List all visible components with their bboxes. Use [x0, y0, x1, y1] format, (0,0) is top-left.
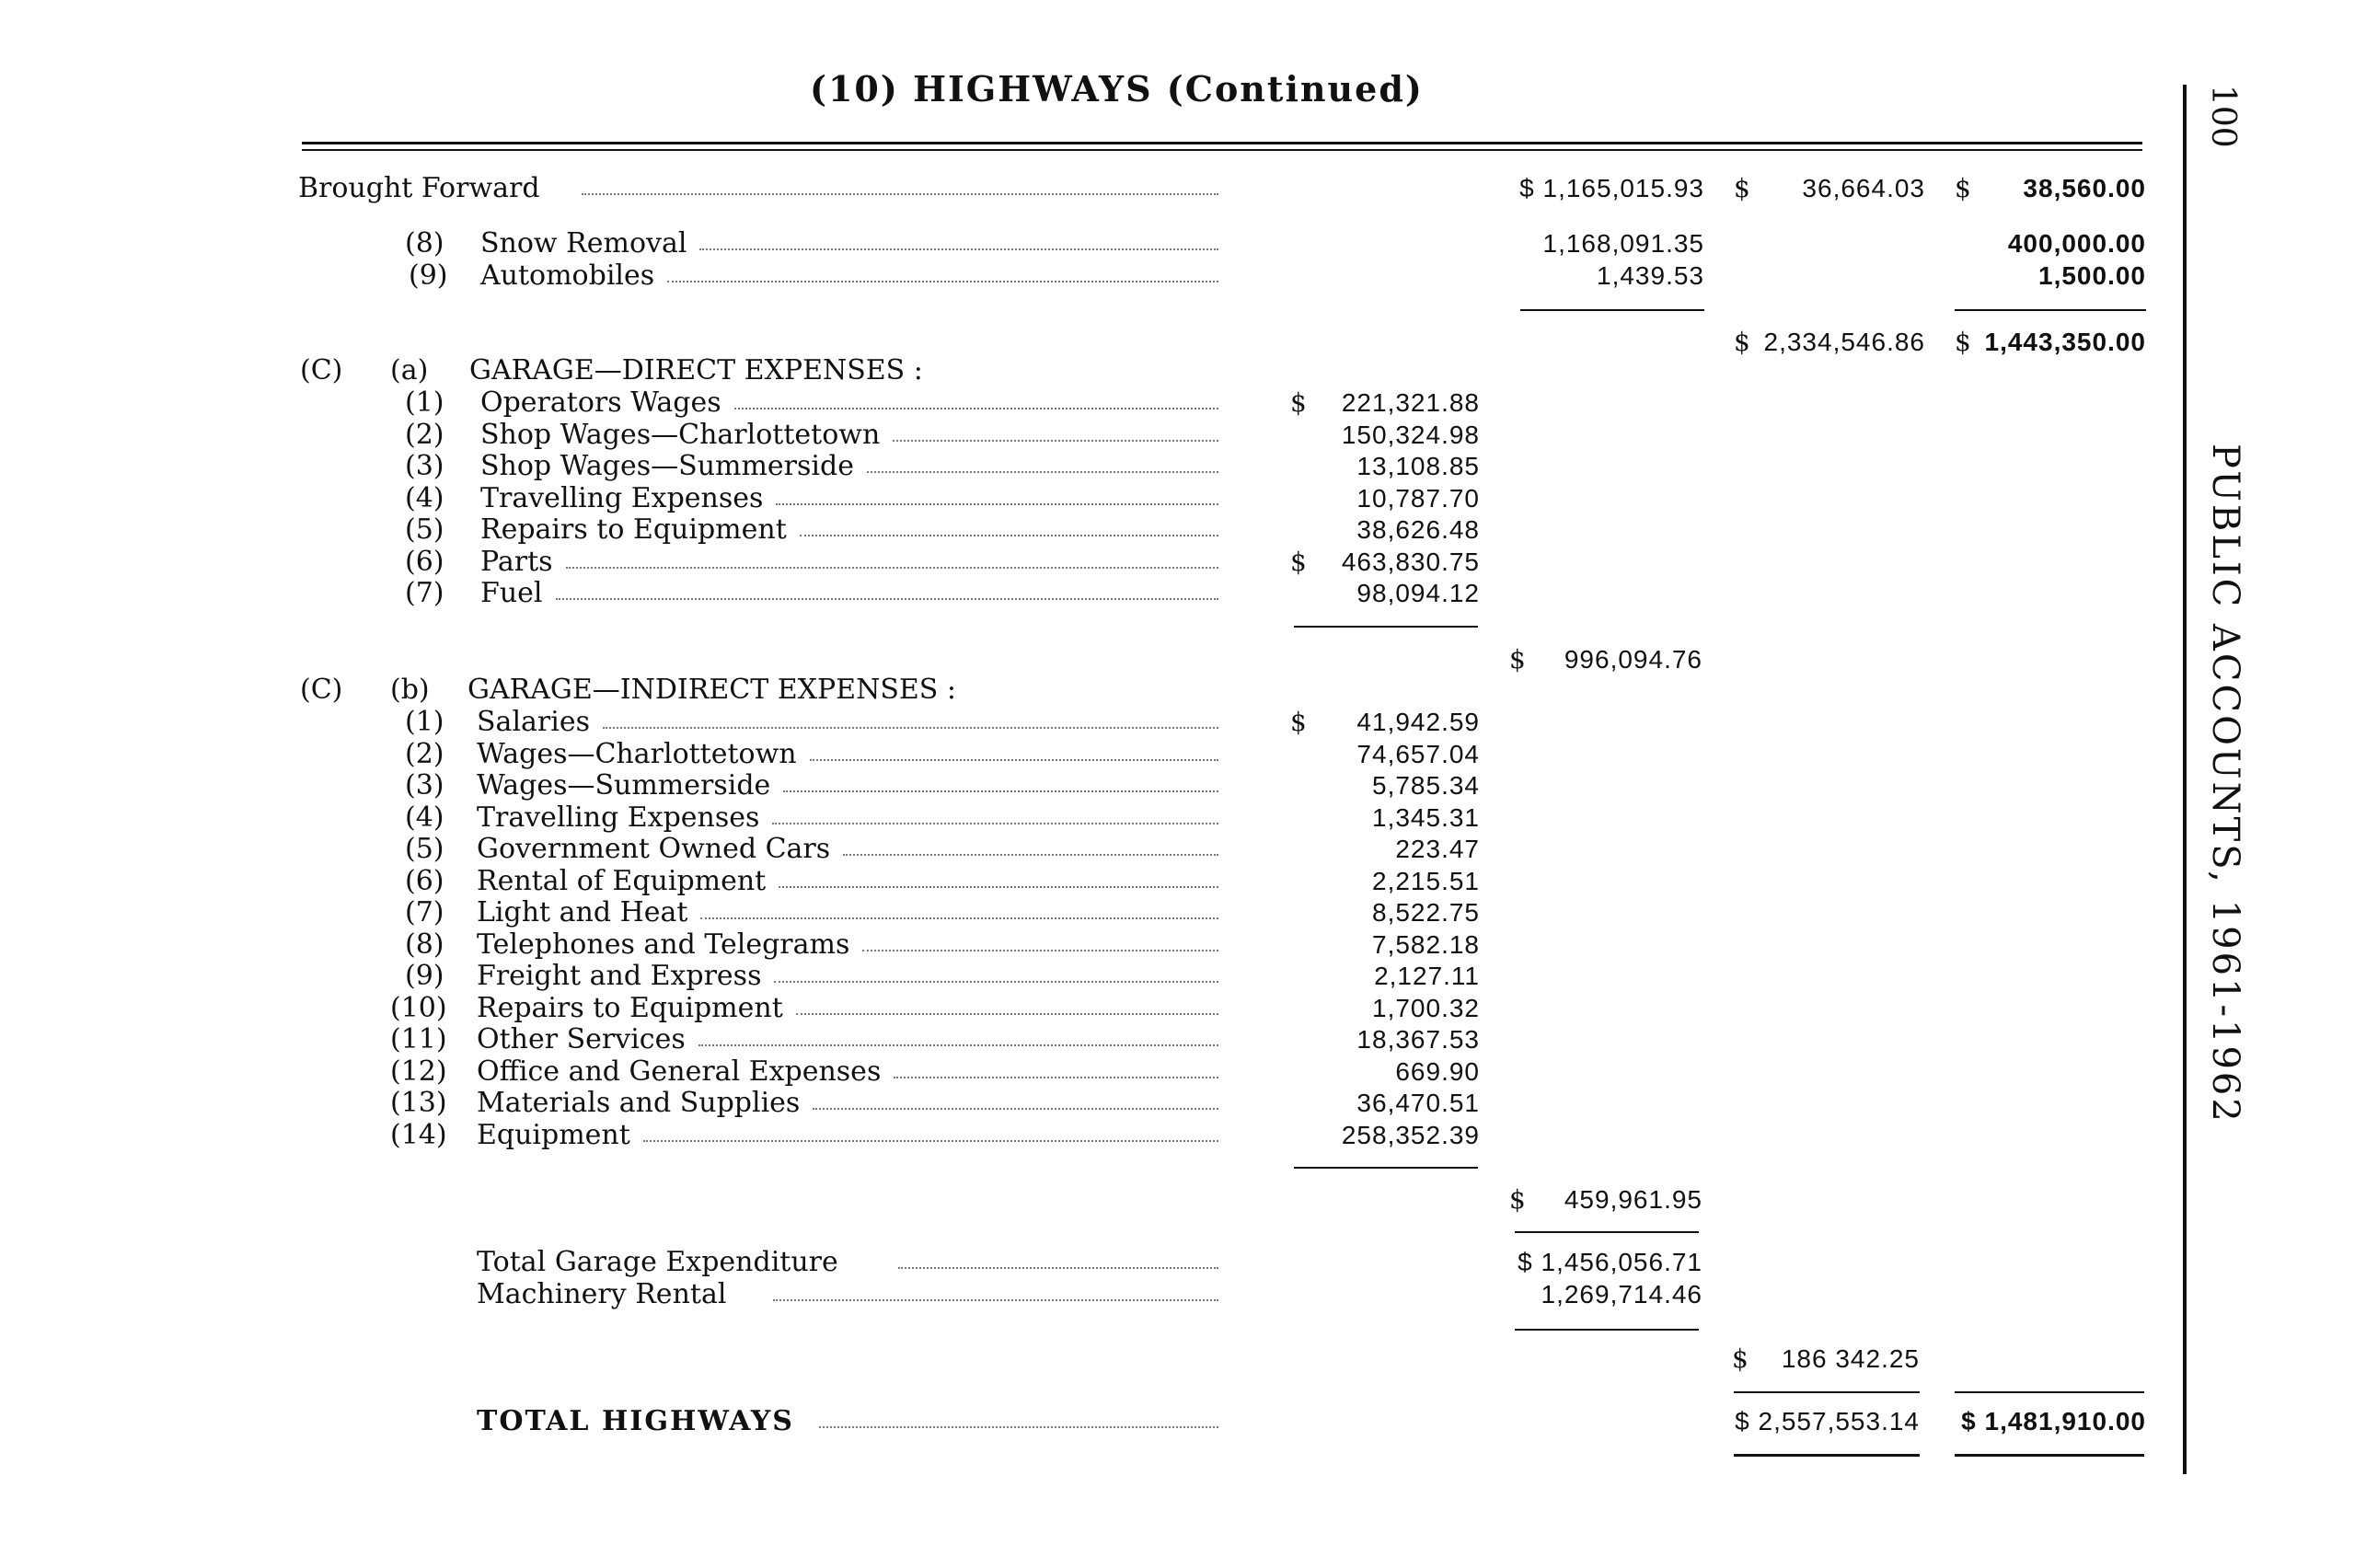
brought-forward-amount1: $ 1,165,015.93: [1519, 174, 1704, 202]
item-number: (12): [390, 1055, 447, 1088]
list-item: [0, 834, 2366, 865]
item-number: (4): [405, 481, 444, 514]
item-number: (7): [405, 896, 444, 928]
item-label: Automobiles: [480, 259, 655, 292]
item-label: Wages—Summerside: [477, 769, 771, 801]
leader-dots: [783, 790, 1218, 792]
dollar-sign: $: [1734, 173, 1750, 203]
item-amount: 669.90: [1395, 1056, 1480, 1086]
section-total-indirect: [0, 1184, 2366, 1216]
leader-dots: [773, 1299, 1218, 1301]
item-number: (4): [405, 801, 444, 834]
leader-dots: [556, 598, 1218, 600]
item-label: Shop Wages—Summerside: [480, 450, 854, 482]
direct-expenses-total: 996,094.76: [1564, 645, 1702, 674]
leader-dots: [898, 1267, 1218, 1269]
item-number: (8): [405, 928, 444, 961]
garage-net-amount: 186 342.25: [1781, 1344, 1920, 1373]
item-label: Repairs to Equipment: [477, 991, 783, 1024]
item-label: Parts: [480, 545, 553, 578]
item-number: (2): [405, 737, 444, 770]
item-amount: 10,787.70: [1356, 483, 1480, 513]
brought-forward-row: [0, 173, 2366, 204]
leader-dots: [700, 917, 1218, 919]
item-label: Operators Wages: [480, 386, 721, 419]
list-item: [0, 514, 2366, 546]
garage-net-row: [0, 1343, 2366, 1375]
item-amount: 7,582.18: [1372, 929, 1480, 959]
item-number: (13): [390, 1087, 447, 1119]
leader-dots: [643, 1140, 1218, 1142]
header-rule-inner: [302, 149, 2142, 151]
item-number: (9): [405, 960, 444, 992]
item-number: (1): [405, 386, 444, 419]
item-amount: 74,657.04: [1356, 739, 1480, 768]
section-letter: (b): [390, 674, 430, 706]
dollar-sign: $: [1290, 546, 1307, 577]
item-label: Repairs to Equipment: [480, 513, 787, 546]
list-item: [0, 420, 2366, 451]
running-title: PUBLIC ACCOUNTS, 1961-1962: [2204, 444, 2246, 1124]
item-amount3: 400,000.00: [2007, 229, 2146, 258]
item-amount: 8,522.75: [1372, 898, 1480, 927]
item-amount: 18,367.53: [1356, 1025, 1480, 1054]
leader-dots: [582, 193, 1218, 195]
item-number: (3): [405, 769, 444, 801]
list-item: [0, 866, 2366, 897]
sum-rule: [1515, 1329, 1699, 1331]
garage-total-label: Total Garage Expenditure: [477, 1246, 838, 1278]
item-number: (2): [405, 418, 444, 451]
leader-dots: [667, 281, 1218, 282]
leader-dots: [813, 1108, 1218, 1110]
section-total-direct: [0, 644, 2366, 675]
section-heading-indirect: [0, 674, 2366, 706]
section-prefix: (C): [300, 674, 343, 706]
leader-dots: [796, 1013, 1218, 1015]
item-label: Salaries: [477, 706, 591, 738]
header-rule: [302, 142, 2142, 144]
brought-forward-label: Brought Forward: [298, 172, 540, 204]
item-number: (5): [405, 513, 444, 546]
section-heading: GARAGE—DIRECT EXPENSES :: [469, 354, 923, 386]
leader-dots: [776, 503, 1218, 505]
machinery-rental-label: Machinery Rental: [477, 1278, 727, 1310]
leader-dots: [862, 950, 1218, 951]
item-amount3: 1,500.00: [2038, 261, 2146, 290]
sum-rule: [1520, 309, 1704, 311]
item-amount: 221,321.88: [1341, 388, 1480, 417]
list-item: [0, 770, 2366, 801]
item-number: (5): [405, 833, 444, 865]
dollar-sign: $: [1955, 327, 1971, 357]
list-item: [0, 260, 2366, 292]
leader-dots: [819, 1426, 1218, 1428]
item-number: (9): [409, 259, 448, 292]
dollar-sign: $: [1732, 1343, 1749, 1374]
item-label: Light and Heat: [477, 896, 688, 928]
item-label: Wages—Charlottetown: [477, 737, 797, 770]
final-rule: [1734, 1454, 1920, 1457]
section-prefix: (C): [300, 354, 343, 386]
sum-rule: [1955, 309, 2146, 311]
item-amount: 41,942.59: [1356, 708, 1480, 736]
list-item: [0, 961, 2366, 992]
leader-dots: [774, 981, 1218, 983]
item-amount: 2,127.11: [1374, 962, 1480, 990]
leader-dots: [698, 1044, 1218, 1046]
leader-dots: [603, 727, 1218, 729]
subtotal-amount3: 1,443,350.00: [1984, 328, 2146, 356]
leader-dots: [800, 535, 1218, 536]
leader-dots: [779, 886, 1218, 888]
section-letter: (a): [390, 354, 429, 386]
item-label: Freight and Express: [477, 960, 762, 992]
sum-rule: [1294, 1167, 1478, 1169]
garage-total-amount: $ 1,456,056.71: [1518, 1248, 1702, 1276]
list-item: [0, 228, 2366, 259]
indirect-expenses-total: 459,961.95: [1564, 1185, 1702, 1214]
item-amount: 258,352.39: [1341, 1120, 1480, 1149]
item-label: Materials and Supplies: [477, 1087, 801, 1119]
brought-forward-amount3: 38,560.00: [2023, 174, 2146, 202]
item-number: (14): [390, 1118, 447, 1151]
list-item: [0, 451, 2366, 482]
item-label: Shop Wages—Charlottetown: [480, 418, 881, 451]
item-amount1: 1,439.53: [1597, 261, 1704, 290]
item-label: Fuel: [480, 577, 543, 609]
list-item: [0, 547, 2366, 578]
item-label: Rental of Equipment: [477, 864, 767, 897]
list-item: [0, 387, 2366, 419]
section-heading-direct: [0, 355, 2366, 386]
item-number: (10): [390, 991, 447, 1024]
page-number: 100: [2204, 85, 2242, 148]
list-item: [0, 578, 2366, 609]
item-label: Other Services: [477, 1023, 686, 1055]
list-item: [0, 897, 2366, 928]
list-item: [0, 1088, 2366, 1119]
item-amount: 98,094.12: [1356, 579, 1480, 607]
dollar-sign: $: [1734, 327, 1750, 357]
item-label: Snow Removal: [480, 227, 687, 259]
item-amount: 38,626.48: [1356, 515, 1480, 544]
item-number: (3): [405, 450, 444, 482]
list-item: [0, 1056, 2366, 1088]
item-label: Office and General Expenses: [477, 1055, 882, 1088]
item-label: Travelling Expenses: [477, 801, 760, 834]
list-item: [0, 1120, 2366, 1151]
dollar-sign: $: [1290, 387, 1307, 418]
item-label: Telephones and Telegrams: [477, 928, 850, 961]
machinery-rental-row: [0, 1279, 2366, 1310]
item-amount1: 1,168,091.35: [1542, 229, 1704, 258]
item-amount: 5,785.34: [1372, 771, 1480, 800]
total-highways-row: [0, 1406, 2366, 1437]
item-label: Government Owned Cars: [477, 833, 831, 865]
leader-dots: [894, 1077, 1218, 1078]
total-highways-amount2: $ 2,557,553.14: [1735, 1407, 1920, 1435]
leader-dots: [699, 248, 1218, 250]
dollar-sign: $: [1509, 1184, 1526, 1215]
item-number: (8): [405, 227, 444, 259]
page-title: (10) HIGHWAYS (Continued): [810, 68, 1424, 110]
brought-forward-amount2: 36,664.03: [1802, 174, 1925, 202]
sum-rule: [1955, 1391, 2144, 1393]
leader-dots: [893, 440, 1218, 442]
subtotal-amount2: 2,334,546.86: [1763, 328, 1925, 356]
leader-dots: [843, 854, 1218, 856]
item-number: (1): [405, 706, 444, 738]
total-highways-label: TOTAL HIGHWAYS: [477, 1405, 794, 1437]
item-amount: 2,215.51: [1372, 866, 1480, 895]
leader-dots: [772, 823, 1218, 824]
item-amount: 150,324.98: [1341, 420, 1480, 449]
leader-dots: [810, 759, 1218, 761]
list-item: [0, 707, 2366, 738]
subtotal-row: [0, 327, 2366, 358]
item-number: (11): [390, 1023, 447, 1055]
section-heading: GARAGE—INDIRECT EXPENSES :: [467, 674, 956, 706]
item-amount: 13,108.85: [1356, 452, 1480, 480]
dollar-sign: $: [1955, 173, 1971, 203]
machinery-rental-amount: 1,269,714.46: [1541, 1280, 1702, 1309]
list-item: [0, 483, 2366, 514]
item-amount: 1,345.31: [1372, 802, 1480, 832]
item-amount: 463,830.75: [1341, 547, 1480, 576]
sum-rule: [1734, 1391, 1920, 1393]
list-item: [0, 929, 2366, 961]
leader-dots: [566, 567, 1218, 569]
sum-rule: [1294, 626, 1478, 628]
item-number: (6): [405, 864, 444, 897]
item-amount: 36,470.51: [1356, 1089, 1480, 1117]
garage-total-row: [0, 1247, 2366, 1278]
total-highways-amount3: $ 1,481,910.00: [1961, 1407, 2146, 1435]
item-number: (6): [405, 545, 444, 578]
list-item: [0, 993, 2366, 1024]
dollar-sign: $: [1290, 707, 1307, 737]
item-label: Travelling Expenses: [480, 481, 764, 514]
dollar-sign: $: [1509, 644, 1526, 674]
item-amount: 223.47: [1395, 835, 1480, 863]
item-number: (7): [405, 577, 444, 609]
item-amount: 1,700.32: [1372, 993, 1480, 1022]
item-label: Equipment: [477, 1118, 630, 1151]
sum-rule: [1515, 1231, 1699, 1233]
leader-dots: [734, 408, 1218, 409]
list-item: [0, 1024, 2366, 1055]
list-item: [0, 739, 2366, 770]
leader-dots: [867, 471, 1218, 473]
list-item: [0, 802, 2366, 834]
final-rule: [1955, 1454, 2144, 1457]
